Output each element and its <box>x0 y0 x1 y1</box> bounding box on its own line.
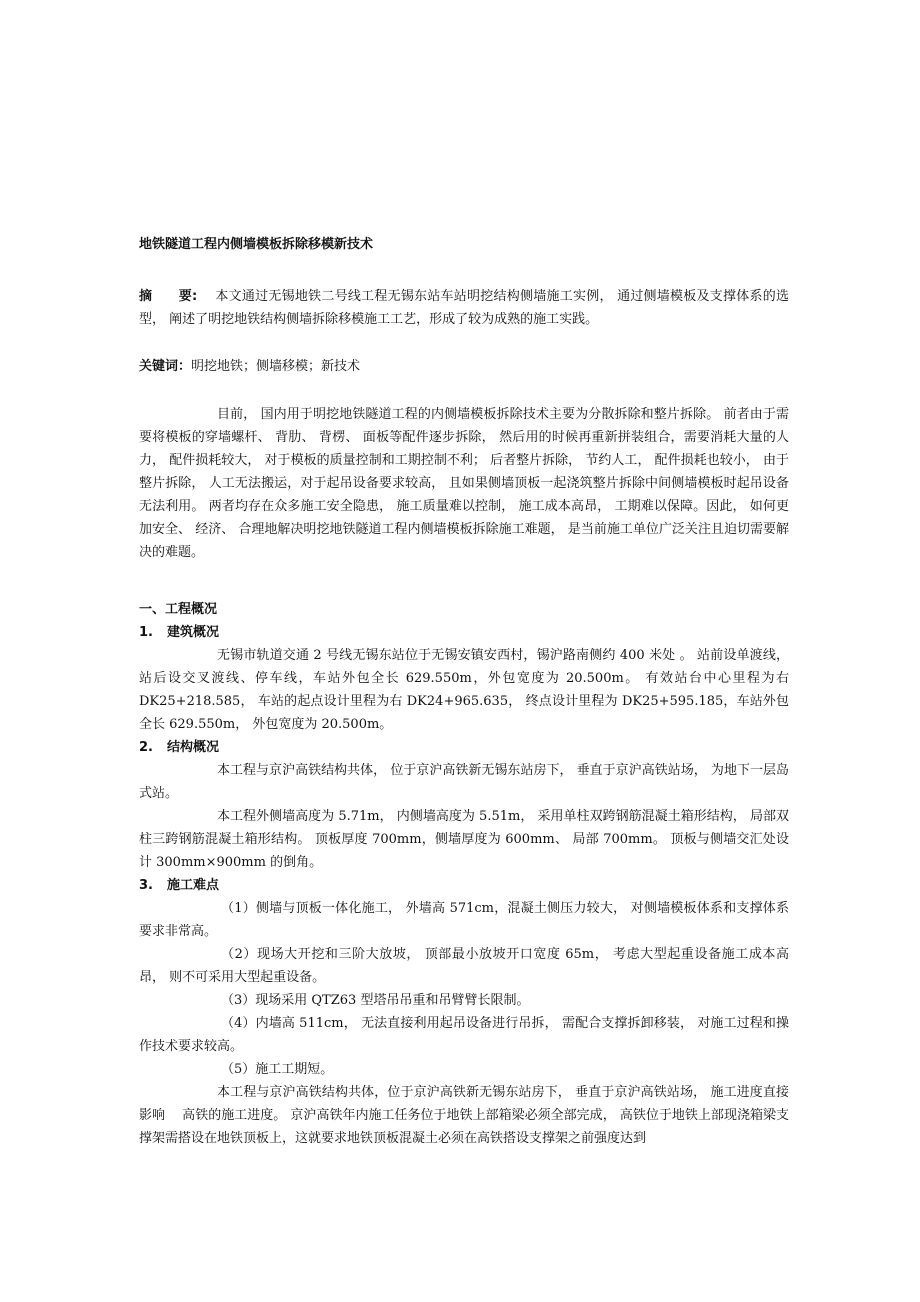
subsection-number: 2. <box>139 740 153 755</box>
document-title: 地铁隧道工程内侧墙模板拆除移模新技术 <box>139 237 374 252</box>
structure-paragraph-1: 本工程与京沪高铁结构共体， 位于京沪高铁新无锡东站房下， 垂直于京沪高铁站场， 为地下一层岛式站。 <box>139 763 789 801</box>
keywords-text: 明挖地铁；侧墙移模；新技术 <box>191 359 361 374</box>
structure-paragraph-2: 本工程外侧墙高度为 5.71m， 内侧墙高度为 5.51m， 采用单柱双跨钢筋混凝土箱形结构， 局部双柱三跨钢筋混凝土箱形结构。 顶板厚度 700mm，侧墙厚度为 600mm、 局部 700mm。 顶板与侧墙交汇处设计 300mm×900mm 的倒角。 <box>139 809 789 870</box>
subsection-heading-difficulties <box>139 874 789 897</box>
schedule-paragraph: 本工程与京沪高铁结构共体，位于京沪高铁新无锡东站房下， 垂直于京沪高铁站场， 施工进度直接影响 高铁的施工进度。 京沪高铁年内施工任务位于地铁上部箱梁必须全部完成， 高铁位于地铁上部现浇箱梁支撑架需搭设在地铁顶板上，这就要求地铁顶板混凝土必须在高铁搭设支撑架之前强度达到 <box>139 1085 789 1146</box>
keywords-label: 关键词： <box>139 359 192 374</box>
difficulty-item: （1）侧墙与顶板一体化施工， 外墙高 571cm，混凝土侧压力较大， 对侧墙模板体系和支撑体系 要求非常高。 <box>139 901 789 939</box>
abstract <box>139 285 789 331</box>
building-paragraph: 无锡市轨道交通 2 号线无锡东站位于无锡安镇安西村，锡沪路南侧约 400 米处 。 站前设单渡线， 站后设交叉渡线、停车线，车站外包全长 629.550m，外包宽度为 20.500m。 有效站台中心里程为右 DK25+218.585， 车站的起点设计里程为右 DK24+965.635， 终点设计里程为 DK25+595.185，车站外包全长 629.550m， 外包宽度为 20.500m。 <box>139 648 789 732</box>
subsection-title: 施工难点 <box>167 878 220 893</box>
difficulty-item: （4）内墙高 511cm， 无法直接利用起吊设备进行吊拆， 需配合支撑拆卸移装， 对施工过程和操作技术要求较高。 <box>139 1016 789 1054</box>
section-engineering-overview <box>139 598 789 1150</box>
section-heading: 一、工程概况 <box>139 602 218 617</box>
keywords <box>139 355 789 378</box>
subsection-number: 1. <box>139 625 153 640</box>
subsection-heading-structure <box>139 736 789 759</box>
difficulty-item: （3）现场采用 QTZ63 型塔吊吊重和吊臂臂长限制。 <box>221 993 530 1008</box>
intro-paragraph: 目前， 国内用于明挖地铁隧道工程的内侧墙模板拆除技术主要为分散拆除和整片拆除。 前者由于需要将模板的穿墙螺杆、 背肋、 背楞、 面板等配件逐步拆除， 然后用的时候再重新拼装组合，需要消耗大量的人力， 配件损耗较大， 对于模板的质量控制和工期控制不利； 后者整片拆除， 节约人工， 配件损耗也较小， 由于整片拆除， 人工无法搬运，对于起吊设备要求较高， 且如果侧墙顶板一起浇筑整片拆除中间侧墙模板时起吊设备无法利用。 两者均存在众多施工安全隐患， 施工质量难以控制， 施工成本高昂， 工期难以保障。因此， 如何更加安全、 经济、 合理地解决明挖地铁隧道工程内侧墙模板拆除施工难题， 是当前施工单位广泛关注且迫切需要解决的难题。 <box>139 407 789 560</box>
subsection-title: 建筑概况 <box>167 625 220 640</box>
abstract-label: 摘 要: <box>139 289 198 304</box>
abstract-text: 本文通过无锡地铁二号线工程无锡东站车站明挖结构侧墙施工实例， 通过侧墙模板及支撑体系的选型， 阐述了明挖地铁结构侧墙拆除移模施工工艺，形成了较为成熟的施工实践。 <box>139 289 789 327</box>
subsection-heading-building <box>139 621 789 644</box>
difficulty-item: （2）现场大开挖和三阶大放坡， 顶部最小放坡开口宽度 65m， 考虑大型起重设备施工成本高昂， 则不可采用大型起重设备。 <box>139 947 789 985</box>
subsection-title: 结构概况 <box>167 740 220 755</box>
subsection-number: 3. <box>139 878 153 893</box>
difficulty-item: （5）施工工期短。 <box>221 1062 334 1077</box>
